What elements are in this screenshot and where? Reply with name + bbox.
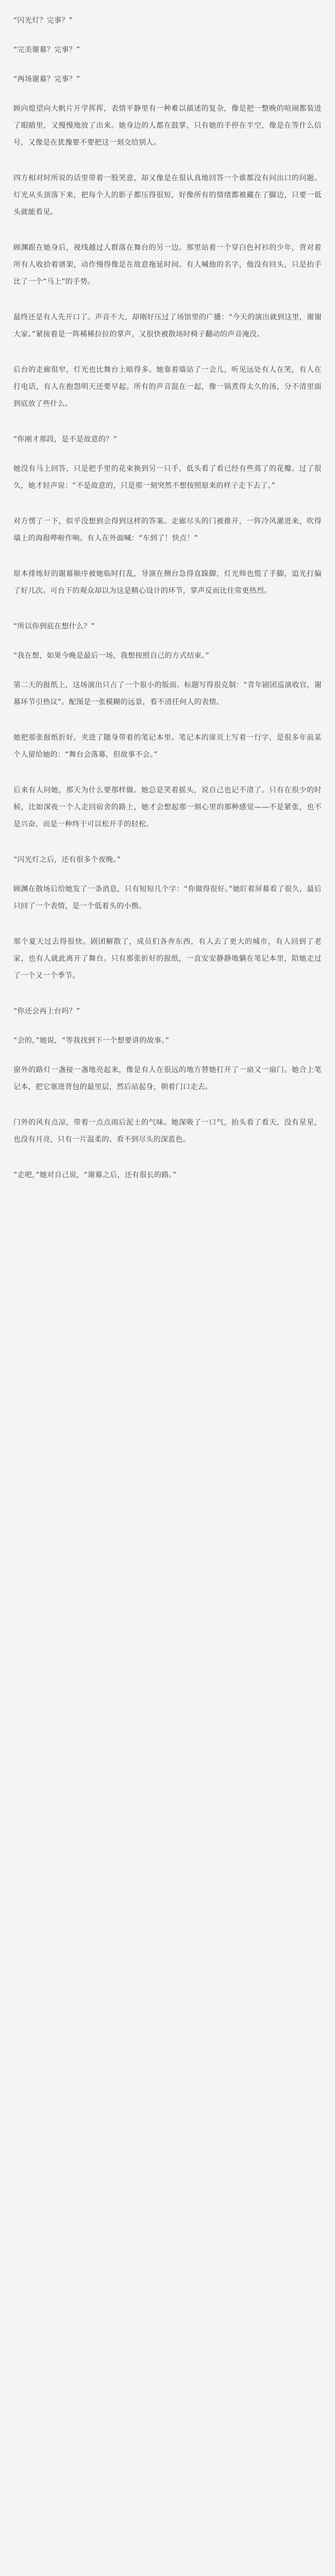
paragraph: 原本排练好的谢幕顺序被她临时打乱，导演在侧台急得直跺脚，灯光师也慌了手脚，追光打偏了好几次。可台下的观众却以为这是精心设计的环节，掌声反而比往常更热烈。	[13, 570, 322, 595]
paragraph: 那个夏天过去得很快。剧团解散了，成员们各奔东西，有人去了更大的城市，有人回到了老家，也有人就此离开了舞台。只有那张折好的报纸，一直安安静静地躺在笔记本里，陪她走过了一个又一个季节。	[13, 938, 322, 980]
paragraph: 后台的走廊很窄，灯光也比舞台上暗得多。她靠着墙站了一会儿，听见远处有人在笑，有人在打电话，有人在抱怨明天还要早起。所有的声音混在一起，像一锅煮得太久的汤，分不清里面到底放了些什么。	[13, 366, 322, 408]
dialogue-line: “所以你到底在想什么？”	[13, 622, 95, 631]
dialogue-line: “你刚才那段，是不是故意的？”	[13, 435, 118, 444]
dialogue-line: “我在想，如果今晚是最后一场，我想按照自己的方式结束。”	[13, 652, 209, 660]
paragraph: 她没有马上回答，只是把手里的花束换到另一只手，低头看了看已经有些蔫了的花瓣。过了很久，她才轻声说：“不是故意的，只是那一刻突然不想按照原来的样子走下去了。”	[13, 465, 322, 490]
paragraph: 后来有人问她，那天为什么要那样做。她总是笑着摇头，说自己也记不清了。只有在很少的时候，比如深夜一个人走回宿舍的路上，她才会想起那一刻心里的那种感觉——不是紧张，也不是兴奋，而是一种终于可以松开手的轻松。	[13, 786, 322, 828]
dialogue-line: “两场谢幕？完事？”	[13, 75, 80, 83]
paragraph: 窗外的路灯一盏接一盏地亮起来，像是有人在很远的地方替她打开了一扇又一扇门。她合上笔记本，把它塞进背包的最里层，然后站起身，朝着门口走去。	[13, 1066, 322, 1091]
dialogue-line: “完美谢幕？完事？”	[13, 46, 80, 54]
paragraph: 最终还是有人先开口了。声音不大，却刚好压过了场馆里的广播：“今天的演出就到这里，谢谢大家。”紧接着是一阵稀稀拉拉的掌声，又很快被散场时椅子翻动的声音淹没。	[13, 313, 322, 338]
paragraph: 第二天的报纸上，这场演出只占了一个很小的版面。标题写得很克制：“青年剧团巡演收官，谢幕环节引热议”。配图是一张模糊的远景，看不清任何人的表情。	[13, 681, 322, 706]
dialogue-line: “你还会再上台吗？”	[13, 1007, 80, 1015]
paragraph: 顾渊在散场后给她发了一条消息，只有短短几个字：“你做得很好。”她盯着屏幕看了很久，最后只回了一个表情，是一个低着头的小熊。	[13, 885, 322, 910]
dialogue-line: “会的，”她说，“等我找到下一个想要讲的故事。”	[13, 1037, 170, 1045]
paragraph: 对方愣了一下，似乎没想到会得到这样的答案。走廊尽头的门被推开，一阵冷风灌进来，吹得墙上的海报哗啦作响。有人在外面喊：“车到了！快点！”	[13, 517, 322, 543]
paragraph: 她把那张报纸折好，夹进了随身带着的笔记本里。笔记本的扉页上写着一行字，是很多年前某个人留给她的：“舞台会落幕，但故事不会。”	[13, 734, 322, 759]
dialogue-line: “走吧，”她对自己说，“谢幕之后，还有很长的路。”	[13, 1171, 177, 1179]
dialogue-line: “闪光灯？完事？”	[13, 16, 73, 25]
paragraph: 顾渊跟在她身后，视线越过人群落在舞台的另一边。那里站着一个穿白色衬衫的少年，背对着所有人收拾着谱架，动作慢得像是在故意拖延时间。有人喊他的名字，他没有回头，只是抬手比了一个“马上”的手势。	[13, 244, 322, 286]
paragraph: 门外的风有点凉，带着一点点雨后泥土的气味。她深吸了一口气，抬头看了看天，没有星星，也没有月亮，只有一片温柔的、看不到尽头的深蓝色。	[13, 1118, 322, 1144]
dialogue-line: “闪光灯之后，还有很多个夜晚。”	[13, 856, 121, 864]
paragraph: 顾向熄望向大帆片开学挥挥，表情平静里有一种难以描述的复杂，像是把一整晚的喧闹都装进了眼睛里，又慢慢地放了出来。她身边的人都在鼓掌，只有她的手停在半空，像是在等什么信号，又像是在犹豫要不要把这一刻交给别人。	[13, 105, 322, 147]
paragraph: 四方相对时所说的话里带着一股笑意，却又像是在很认真地回答一个谁都没有问出口的问题。灯光从头顶落下来，把每个人的影子都压得很短，好像所有的情绪都被藏在了脚边，只要一低头就能看见。	[13, 174, 322, 216]
